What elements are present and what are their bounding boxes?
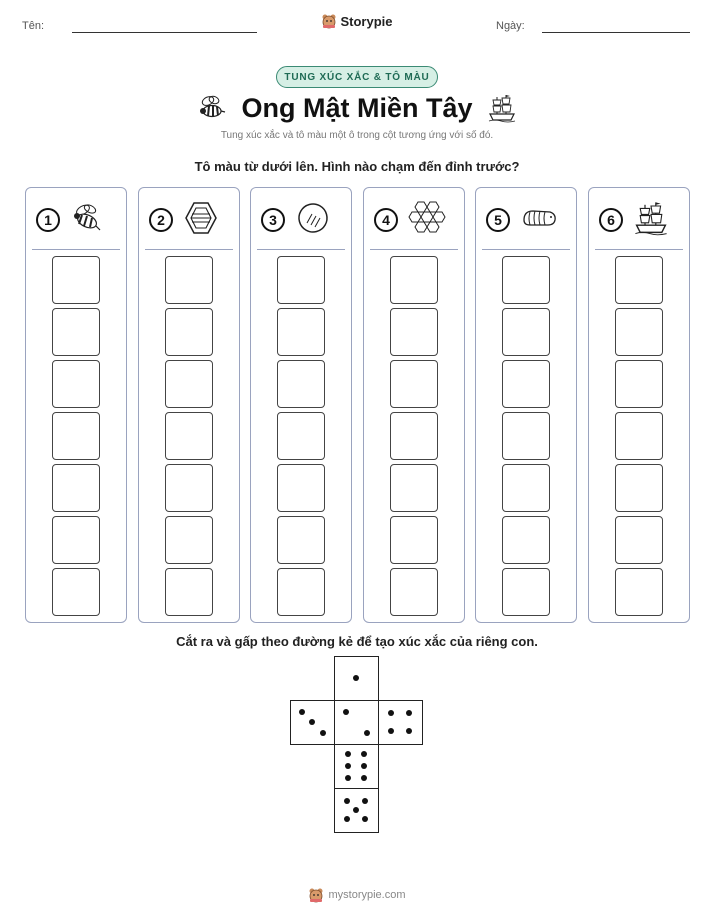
color-cell[interactable] <box>615 464 663 512</box>
die-face-1 <box>334 656 379 701</box>
color-cell[interactable] <box>390 412 438 460</box>
color-cell[interactable] <box>165 568 213 616</box>
column-divider <box>257 249 345 250</box>
date-line <box>542 32 690 33</box>
title-row <box>0 88 714 128</box>
larva-icon <box>520 206 558 235</box>
color-cell[interactable] <box>277 412 325 460</box>
die-pip <box>343 709 349 715</box>
column-header <box>149 200 233 240</box>
die-face-2 <box>334 700 379 745</box>
die-pip <box>345 751 351 757</box>
color-cell[interactable] <box>52 464 100 512</box>
color-cell[interactable] <box>615 516 663 564</box>
column-5 <box>475 187 577 623</box>
color-cell[interactable] <box>165 516 213 564</box>
bread-loaf-icon <box>295 201 331 240</box>
instruction-text: Tô màu từ dưới lên. Hình nào chạm đến đỉnh trước? <box>194 159 520 174</box>
color-cell[interactable] <box>502 256 550 304</box>
cell-stack <box>502 256 550 620</box>
cell-stack <box>165 256 213 620</box>
color-cell[interactable] <box>52 308 100 356</box>
die-pip <box>361 751 367 757</box>
color-cell[interactable] <box>165 360 213 408</box>
storypie-logo-icon <box>321 13 337 29</box>
color-cell[interactable] <box>277 568 325 616</box>
footer-url: mystorypie.com <box>328 889 406 901</box>
color-cell[interactable] <box>277 308 325 356</box>
color-cell[interactable] <box>165 464 213 512</box>
column-header <box>599 200 683 240</box>
column-divider <box>145 249 233 250</box>
die-pip <box>406 710 412 716</box>
die-pip <box>364 730 370 736</box>
color-cell[interactable] <box>502 308 550 356</box>
color-cell[interactable] <box>502 412 550 460</box>
die-pip <box>353 675 359 681</box>
die-pip <box>362 798 368 804</box>
bee-icon <box>70 201 104 240</box>
page-title: Ong Mật Miền Tây <box>241 92 473 123</box>
cell-stack <box>277 256 325 620</box>
color-cell[interactable] <box>615 360 663 408</box>
color-cell[interactable] <box>52 256 100 304</box>
honeycomb-icon <box>408 200 448 241</box>
column-header <box>36 200 120 240</box>
die-pip <box>309 719 315 725</box>
color-cell[interactable] <box>502 516 550 564</box>
color-cell[interactable] <box>277 256 325 304</box>
brand-name: Storypie <box>340 13 393 29</box>
color-cell[interactable] <box>277 464 325 512</box>
color-cell[interactable] <box>615 568 663 616</box>
bee-icon <box>197 94 227 122</box>
color-cell[interactable] <box>502 360 550 408</box>
column-6 <box>588 187 690 623</box>
color-cell[interactable] <box>277 516 325 564</box>
column-number: 4 <box>374 208 398 232</box>
color-cell[interactable] <box>502 464 550 512</box>
color-cell[interactable] <box>390 256 438 304</box>
column-1 <box>25 187 127 623</box>
color-cell[interactable] <box>52 568 100 616</box>
die-pip <box>406 728 412 734</box>
die-face-6 <box>334 744 379 789</box>
column-number: 3 <box>261 208 285 232</box>
ship-icon <box>487 93 517 123</box>
column-divider <box>595 249 683 250</box>
color-cell[interactable] <box>390 464 438 512</box>
color-cell[interactable] <box>615 412 663 460</box>
die-pip <box>361 775 367 781</box>
die-pip <box>353 807 359 813</box>
column-number: 1 <box>36 208 60 232</box>
column-4 <box>363 187 465 623</box>
color-cell[interactable] <box>502 568 550 616</box>
color-cell[interactable] <box>52 412 100 460</box>
column-header <box>374 200 458 240</box>
ship-icon <box>633 200 669 241</box>
column-divider <box>482 249 570 250</box>
die-pip <box>345 763 351 769</box>
die-pip <box>361 763 367 769</box>
subtitle: Tung xúc xắc và tô màu một ô trong cột tương ứng với số đó. <box>220 130 494 141</box>
color-cell[interactable] <box>615 256 663 304</box>
color-cell[interactable] <box>165 256 213 304</box>
column-number: 6 <box>599 208 623 232</box>
storypie-logo-icon <box>308 887 324 903</box>
color-cell[interactable] <box>165 412 213 460</box>
name-label: Tên: <box>22 20 45 32</box>
cell-stack <box>52 256 100 620</box>
color-cell[interactable] <box>390 308 438 356</box>
date-label: Ngày: <box>496 20 525 32</box>
color-cell[interactable] <box>277 360 325 408</box>
die-face-4 <box>378 700 423 745</box>
die-face-5 <box>334 788 379 833</box>
die-pip <box>388 710 394 716</box>
category-badge: TUNG XÚC XẮC & TÔ MÀU <box>276 66 438 88</box>
color-cell[interactable] <box>390 516 438 564</box>
die-pip <box>299 709 305 715</box>
honey-jar-icon <box>183 201 219 240</box>
die-pip <box>344 816 350 822</box>
cut-instruction: Cắt ra và gấp theo đường kẻ để tạo xúc xắc của riêng con. <box>176 634 538 649</box>
column-number: 5 <box>486 208 510 232</box>
column-3 <box>250 187 352 623</box>
color-cell[interactable] <box>615 308 663 356</box>
brand <box>0 13 714 34</box>
color-cell[interactable] <box>390 360 438 408</box>
cell-stack <box>615 256 663 620</box>
color-cell[interactable] <box>390 568 438 616</box>
column-divider <box>32 249 120 250</box>
color-cell[interactable] <box>52 516 100 564</box>
column-number: 2 <box>149 208 173 232</box>
die-pip <box>362 816 368 822</box>
footer <box>0 884 714 906</box>
die-pip <box>345 775 351 781</box>
column-header <box>486 200 570 240</box>
column-2 <box>138 187 240 623</box>
cell-stack <box>390 256 438 620</box>
color-cell[interactable] <box>165 308 213 356</box>
die-pip <box>320 730 326 736</box>
die-pip <box>344 798 350 804</box>
die-pip <box>388 728 394 734</box>
die-face-3 <box>290 700 335 745</box>
color-cell[interactable] <box>52 360 100 408</box>
column-divider <box>370 249 458 250</box>
column-header <box>261 200 345 240</box>
